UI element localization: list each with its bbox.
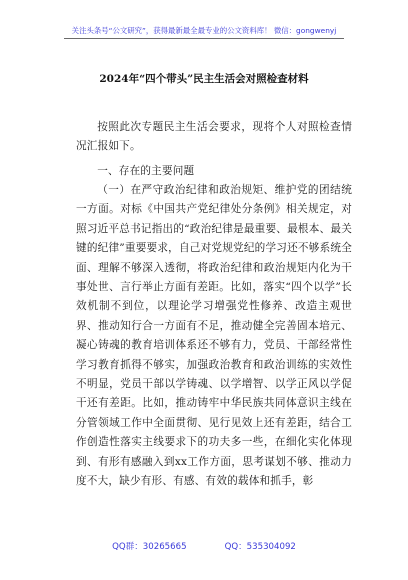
header-banner: 关注头条号“公文研究”，获得最新最全最专业的公文资料库！ 微信：gongwenyj — [71, 26, 337, 35]
section-heading: 一、存在的主要问题 — [97, 165, 195, 177]
footer-contact — [0, 540, 408, 552]
header-divider — [64, 38, 344, 39]
qq-group-number: QQ群：30265665 — [112, 542, 187, 552]
qq-number: QQ：535304092 — [224, 542, 296, 552]
body-paragraph: （一）在严守政治纪律和政治规矩、维护党的团结统一方面。对标《中国共产党纪律处分条例》相关规定，对照习近平总书记指出的“政治纪律是最重要、最根本、最关键的纪律”重要要求，自己对党规党纪的学习还不够系统全面、理解不够深入透彻，将政治纪律和政治规矩内化为干事处世、言行举止方面有差距。比如，落实“四个以学”长效机制不到位，以理论学习增强党性修养、改造主观世界、推动知行合一方面有不足，推动健全完善固本培元、凝心铸魂的教育培训体系还不够有力，党员、干部经常性学习教育抓得不够实，加强政治教育和政治训练的实效性不明显，党员干部以学铸魂、以学增智、以学正风以学促干还有差距。比如，推动铸牢中华民族共同体意识主线在分管领域工作中全面贯彻、见行见效上还有差距，结合工作创造性落实主线要求下的功夫多一些，在细化实化体现到、有形有感融入到xx工作方面，思考谋划不够、推动力度不大，缺少有形、有感、有效的载体和抓手，彰 — [76, 184, 352, 488]
document-title: 2024年“四个带头”民主生活会对照检查材料 — [99, 73, 309, 85]
intro-paragraph: 按照此次专题民主生活会要求，现将个人对照检查情况汇报如下。 — [76, 121, 352, 153]
